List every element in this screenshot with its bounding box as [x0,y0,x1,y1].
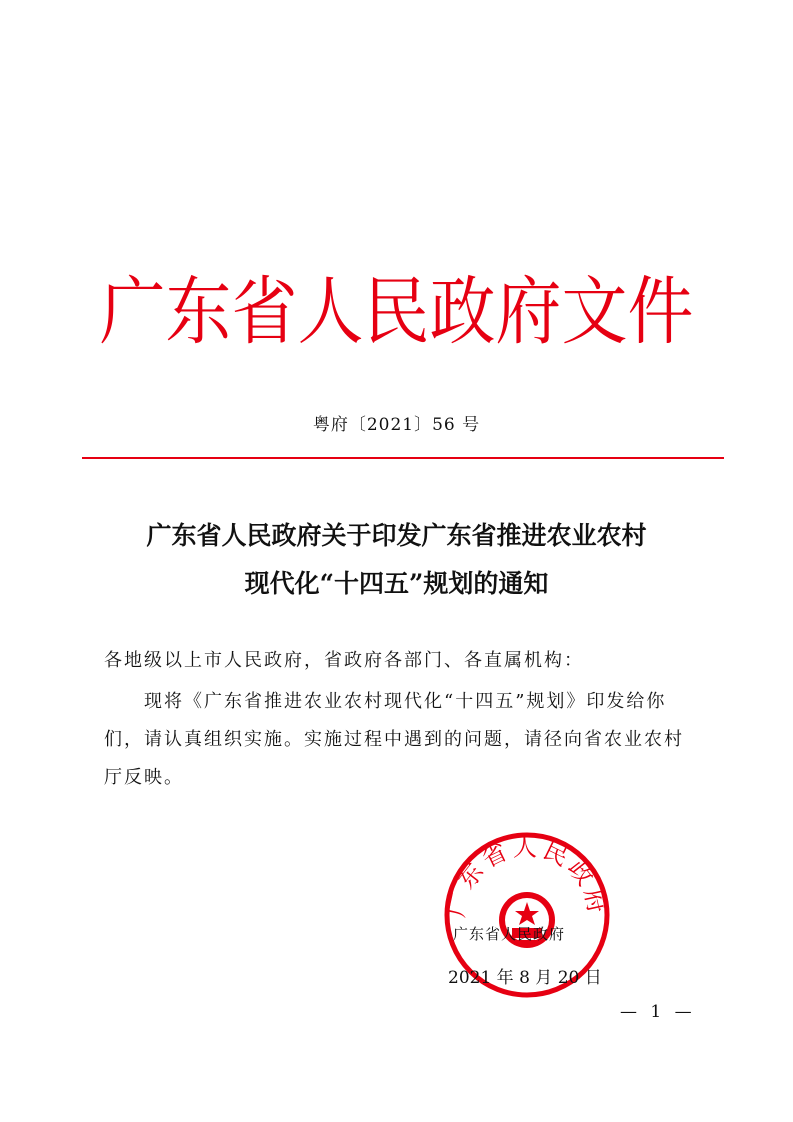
document-number: 粤府〔2021〕56 号 [312,415,481,435]
title-line-1: 广东省人民政府关于印发广东省推进农业农村 [146,521,647,550]
red-divider [82,457,724,459]
signer-name: 广东省人民政府 [453,925,566,943]
body-paragraph: 现将《广东省推进农业农村现代化“十四五”规划》印发给你们，请认真组织实施。实施过程中遇到的问题，请径向省农业农村厅反映。 [104,691,684,788]
signing-date: 2021 年 8 月 20 日 [448,968,602,988]
seal-text: 广东省人民政府 [442,833,612,920]
document-title [100,512,693,608]
document-header-title: 广东省人民政府文件 [99,268,694,355]
title-line-2: 现代化“十四五”规划的通知 [244,569,549,598]
page-number: — 1 — [620,1002,696,1022]
recipients-line: 各地级以上市人民政府，省政府各部门、各直属机构： [104,650,584,671]
